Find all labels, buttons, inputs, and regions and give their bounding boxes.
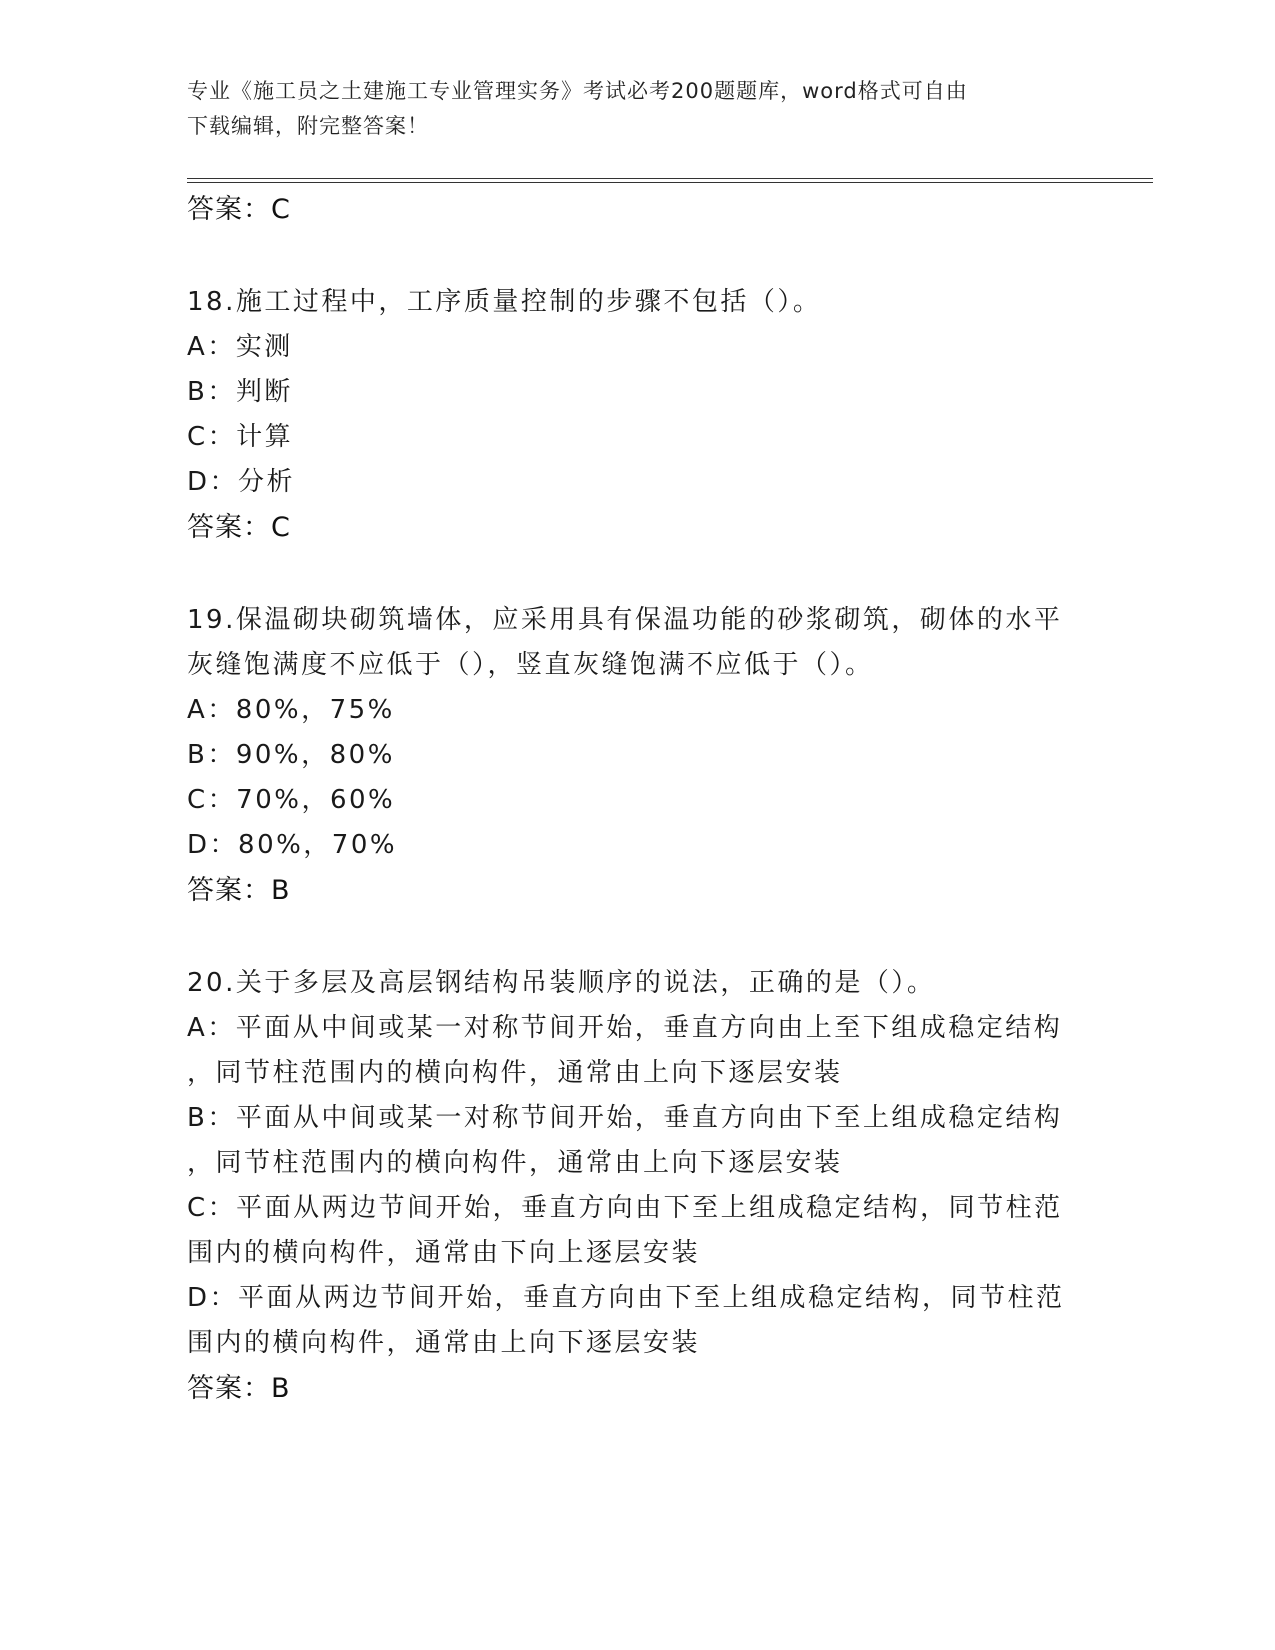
- question-20-option-d-line-2: 围内的横向构件，通常由上向下逐层安装: [187, 1328, 701, 1358]
- question-18-option-a: A：实测: [187, 332, 293, 362]
- question-19: [187, 598, 1087, 913]
- question-18-option-d: D：分析: [187, 467, 296, 497]
- document-header: [187, 74, 1067, 144]
- question-19-text-line-1: 19.保温砌块砌筑墙体，应采用具有保温功能的砂浆砌筑，砌体的水平: [187, 605, 1063, 635]
- question-20-option-b-line-1: B：平面从中间或某一对称节间开始，垂直方向由下至上组成稳定结构: [187, 1103, 1063, 1133]
- question-18-option-c: C：计算: [187, 422, 294, 452]
- header-divider-bottom: [187, 182, 1153, 183]
- answer-20: 答案：B: [187, 1373, 291, 1404]
- header-divider-top: [187, 178, 1153, 179]
- question-18: [187, 280, 1087, 550]
- question-18-text: 18.施工过程中，工序质量控制的步骤不包括（）。: [187, 287, 822, 317]
- answer-19: 答案：B: [187, 875, 291, 906]
- question-19-option-d: D：80%，70%: [187, 830, 398, 860]
- answer-17: 答案：C: [187, 194, 291, 225]
- header-line-2: 下载编辑，附完整答案！: [187, 114, 429, 138]
- question-20-option-a-line-1: A：平面从中间或某一对称节间开始，垂直方向由上至下组成稳定结构: [187, 1013, 1063, 1043]
- spacer: [187, 550, 1087, 598]
- question-20: [187, 961, 1087, 1411]
- header-line-1: 专业《施工员之土建施工专业管理实务》考试必考200题题库，word格式可自由: [187, 79, 968, 103]
- question-19-option-b: B：90%，80%: [187, 740, 395, 770]
- question-20-option-b-line-2: ，同节柱范围内的横向构件，通常由上向下逐层安装: [187, 1148, 843, 1178]
- question-20-option-c-line-1: C：平面从两边节间开始，垂直方向由下至上组成稳定结构，同节柱范: [187, 1193, 1063, 1223]
- spacer: [187, 232, 1087, 280]
- answer-18: 答案：C: [187, 512, 291, 543]
- document-body: [187, 187, 1087, 1411]
- question-19-option-a: A：80%，75%: [187, 695, 395, 725]
- question-20-option-c-line-2: 围内的横向构件，通常由下向上逐层安装: [187, 1238, 701, 1268]
- question-18-option-b: B：判断: [187, 377, 293, 407]
- question-20-option-a-line-2: ，同节柱范围内的横向构件，通常由上向下逐层安装: [187, 1058, 843, 1088]
- question-20-text: 20.关于多层及高层钢结构吊装顺序的说法，正确的是（）。: [187, 968, 936, 998]
- question-20-option-d-line-1: D：平面从两边节间开始，垂直方向由下至上组成稳定结构，同节柱范: [187, 1283, 1065, 1313]
- spacer: [187, 913, 1087, 961]
- question-19-option-c: C：70%，60%: [187, 785, 396, 815]
- question-19-text-line-2: 灰缝饱满度不应低于（），竖直灰缝饱满不应低于（）。: [187, 650, 874, 680]
